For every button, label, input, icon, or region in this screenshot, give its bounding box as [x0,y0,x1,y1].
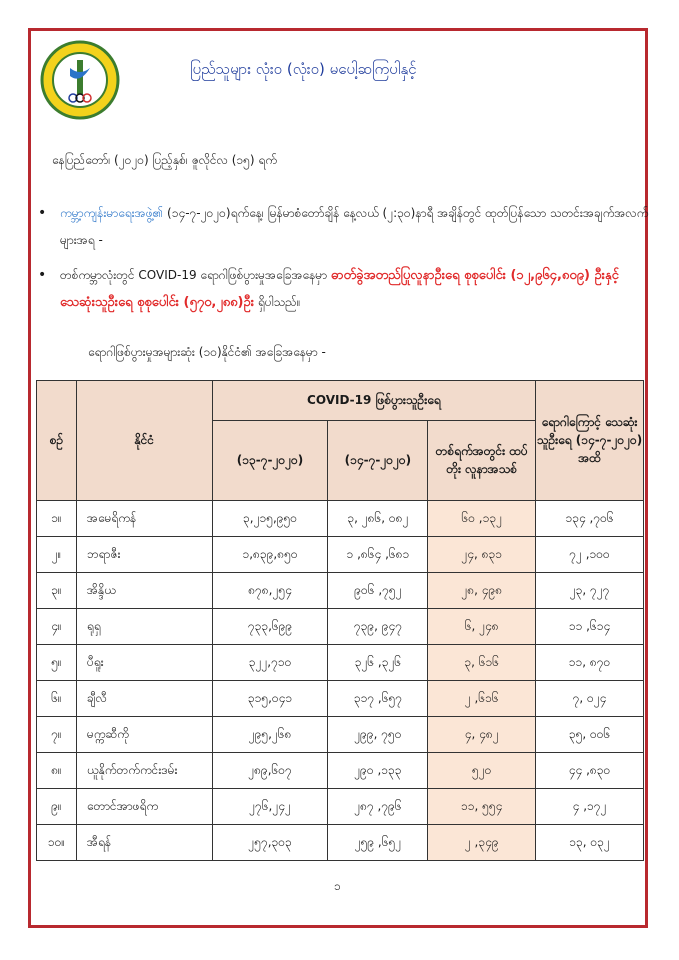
cell-no: ၁။ [37,501,77,537]
cell-new: ၃, ၆၁၆ [428,645,536,681]
table-row [37,789,644,825]
cell-c1: ၂၈၉,၆၀၇ [212,753,328,789]
cell-deaths: ၁၁ ,၆၁၄ [536,609,644,645]
cell-country: ရုရှ [76,609,212,645]
cell-c2: ၂၉၉, ၇၅၀ [328,717,428,753]
cell-c1: ၃၁၅,၀၄၁ [212,681,328,717]
cell-c2: ၃၂၆ ,၃၂၆ [328,645,428,681]
header-date2: (၁၄-၇-၂၀၂၀) [328,421,428,501]
cell-no: ၂။ [37,537,77,573]
cell-deaths: ၁၁, ၈၇၀ [536,645,644,681]
cell-no: ၁၀။ [37,825,77,861]
cell-country: မက္ကဆီကို [76,717,212,753]
ministry-logo [40,40,120,120]
header-cases: COVID-19 ဖြစ်ပွားသူဦးရေ [212,381,535,421]
cell-country: ယူနိုက်တက်ကင်းဒမ်း [76,753,212,789]
bullet-dot-icon: • [38,267,47,283]
cell-country: ပီရူး [76,645,212,681]
cell-deaths: ၇, ၀၂၄ [536,681,644,717]
cell-c1: ၂၅၇,၃၀၃ [212,825,328,861]
cell-c1: ၁,၈၃၉,၈၅၀ [212,537,328,573]
bullet-tail: ရှိပါသည်။ [254,295,301,309]
global-totals: ဓာတ်ခွဲအတည်ပြုလူနာဦးရေ စုစုပေါင်း (၁၂,၉၆၄,၈၀၉) ဦးနှင့် သေဆုံးသူဦးရေ စုစုပေါင်း (၅၇၀,၂၈၈)ဦး [60,268,619,310]
cell-deaths: ၄၄ ,၈၃၀ [536,753,644,789]
header-country: နိုင်ငံ [76,381,212,501]
cell-c1: ၇၃၃,၆၉၉ [212,609,328,645]
header-deaths: ရောဂါကြောင့် သေဆုံးသူဦးရေ (၁၄-၇-၂၀၂၀) အထိ [536,381,644,501]
table-row [37,717,644,753]
cell-c2: ၁ ,၈၆၄ ,၆၈၁ [328,537,428,573]
cell-new: ၂၄, ၈၃၁ [428,537,536,573]
cell-c1: ၃၂၂,၇၁၀ [212,645,328,681]
header-no: စဉ် [37,381,77,501]
bullet-dot-icon: • [38,205,47,221]
bullet-body: (၁၄-၇-၂၀၂၀)ရက်နေ့၊ မြန်မာစံတော်ချိန် နေ့လယ် (၂:၃၀)နာရီ အချိန်တွင် ထုတ်ပြန်သော သတင်းအချက်အလက်များအရ - [60,206,649,247]
cell-no: ၅။ [37,645,77,681]
cell-deaths: ၁၃, ၀၃၂ [536,825,644,861]
cell-new: ၄, ၄၈၂ [428,717,536,753]
cell-country: တောင်အာဖရိက [76,789,212,825]
page-title: ပြည်သူများ လုံး၀ (လုံး၀) မပေါ့ဆကြပါနှင့် [190,60,417,78]
cell-country: အမေရိကန် [76,501,212,537]
cell-deaths: ၄ ,၁၇၂ [536,789,644,825]
table-row [37,573,644,609]
cell-no: ၃။ [37,573,77,609]
cell-country: ဘရာဇီး [76,537,212,573]
cell-no: ၄။ [37,609,77,645]
cell-c1: ၃,၂၁၅,၉၅၀ [212,501,328,537]
cell-country: အိန္ဒိယ [76,573,212,609]
bullet-text [60,262,650,316]
cell-new: ၆၀ ,၁၃၂ [428,501,536,537]
cell-country: အီရန် [76,825,212,861]
top10-table [36,380,644,861]
cell-new: ၂ ,၃၄၉ [428,825,536,861]
dateline: နေပြည်တော်၊ (၂၀၂၀) ပြည့်နှစ်၊ ဇူလိုင်လ (၁၅) ရက် [52,153,278,167]
cell-no: ၈။ [37,753,77,789]
bullet-text [60,200,650,254]
cell-deaths: ၂၃, ၇၂၇ [536,573,644,609]
page-number: ၁ [334,879,341,893]
table-row [37,645,644,681]
table-row [37,681,644,717]
cell-no: ၆။ [37,681,77,717]
cell-c2: ၂၉၀ ,၁၃၃ [328,753,428,789]
cell-c2: ၂၅၉ ,၆၅၂ [328,825,428,861]
header-new: တစ်ရက်အတွင်း ထပ်တိုး လူနာအသစ် [428,421,536,501]
cell-new: ၂၈, ၄၉၈ [428,573,536,609]
cell-new: ၅၂၀ [428,753,536,789]
table-row [37,537,644,573]
table-row [37,825,644,861]
cell-c2: ၉၀၆ ,၇၅၂ [328,573,428,609]
cell-c2: ၃၁၇ ,၆၅၇ [328,681,428,717]
cell-country: ချီလီ [76,681,212,717]
table-row [37,753,644,789]
who-link[interactable]: ကမ္ဘာ့ကျန်းမာရေးအဖွဲ့၏ [60,206,164,220]
cell-c1: ၈၇၈,၂၅၄ [212,573,328,609]
cell-deaths: ၇၂ ,၁၀၀ [536,537,644,573]
cell-new: ၆, ၂၄၈ [428,609,536,645]
cell-deaths: ၁၃၄ ,၇၀၆ [536,501,644,537]
cell-c1: ၂၇၆,၂၄၂ [212,789,328,825]
cell-deaths: ၃၅, ၀၀၆ [536,717,644,753]
table-row [37,609,644,645]
header-date1: (၁၃-၇-၂၀၂၀) [212,421,328,501]
bullet-lead: တစ်ကမ္ဘာလုံးတွင် COVID-19 ရောဂါဖြစ်ပွားမှုအခြေအနေမှာ [60,268,331,282]
cell-c2: ၃, ၂၈၆, ၀၈၂ [328,501,428,537]
cell-no: ၇။ [37,717,77,753]
table-intro: ရောဂါဖြစ်ပွားမှုအများဆုံး (၁၀)နိုင်ငံ၏ အခြေအနေမှာ - [88,345,326,359]
cell-c2: ၂၈၇ ,၇၉၆ [328,789,428,825]
cell-c1: ၂၉၅,၂၆၈ [212,717,328,753]
cell-new: ၁၁, ၅၅၄ [428,789,536,825]
cell-c2: ၇၃၉, ၉၄၇ [328,609,428,645]
cell-new: ၂ ,၆၁၆ [428,681,536,717]
cell-no: ၉။ [37,789,77,825]
table-row [37,501,644,537]
